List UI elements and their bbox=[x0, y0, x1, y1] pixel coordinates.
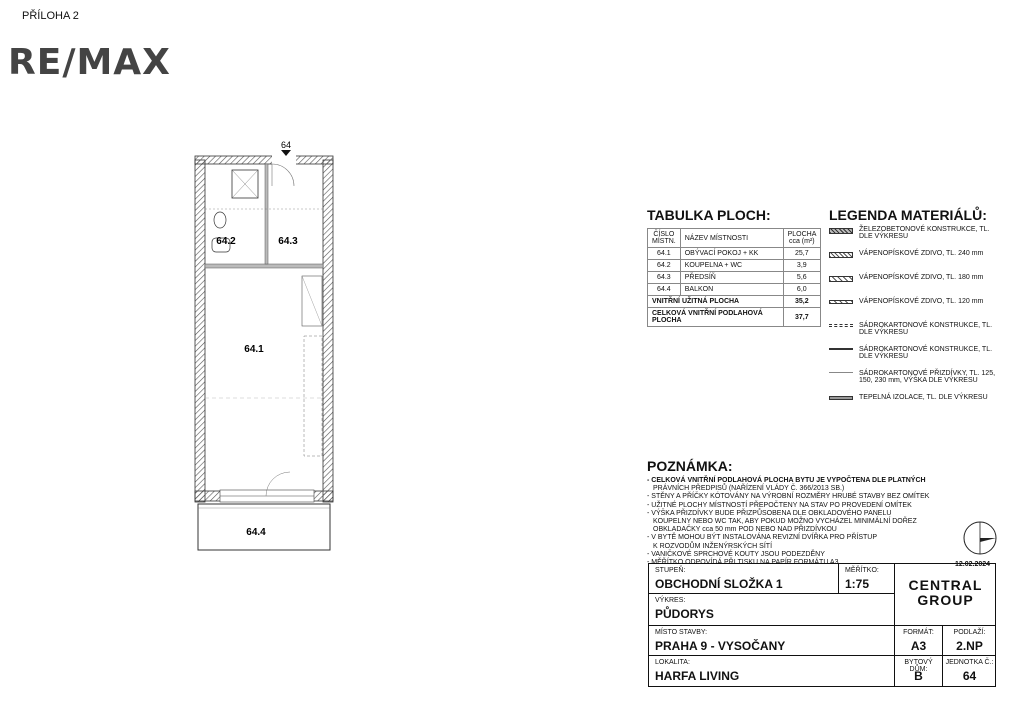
legend-text: VÁPENOPÍSKOVÉ ZDIVO, TL. 180 mm bbox=[859, 274, 984, 281]
table-row bbox=[648, 272, 821, 284]
floor-value: 2.NP bbox=[956, 639, 983, 653]
drawing-value: PŮDORYS bbox=[655, 607, 714, 621]
legend-swatch bbox=[829, 228, 853, 234]
unit-label: JEDNOTKA Č.: bbox=[945, 659, 994, 666]
legend-item bbox=[829, 370, 999, 390]
floor-label: PODLAŽÍ: bbox=[953, 629, 986, 636]
legend-text: ŽELEZOBETONOVÉ KONSTRUKCE, TL. DLE VÝKRESU bbox=[859, 226, 990, 240]
notes-list bbox=[647, 477, 947, 567]
drawing-label: VÝKRES: bbox=[655, 597, 686, 604]
scale-value: 1:75 bbox=[845, 577, 870, 591]
drawing-date: 12.02.2024 bbox=[955, 561, 991, 568]
room-label-64-2: 64.2 bbox=[216, 236, 236, 247]
note-line: - VÝŠKA PŘIZDÍVKY BUDE PŘIZPŮSOBENA DLE OBKLADOVÉHO PANELU bbox=[647, 509, 892, 517]
notes-title: POZNÁMKA: bbox=[647, 458, 733, 474]
table-cell: 64.2 bbox=[648, 260, 681, 272]
legend-swatch bbox=[829, 396, 853, 400]
room-label-64-1: 64.1 bbox=[244, 344, 264, 355]
legend-swatch bbox=[829, 372, 853, 373]
area-table-header-number: ČÍSLO MÍSTN. bbox=[648, 229, 681, 248]
usable-area-row bbox=[648, 296, 821, 308]
format-cell bbox=[895, 626, 943, 656]
legend-swatch bbox=[829, 276, 853, 282]
stage-cell bbox=[649, 564, 839, 594]
table-cell: 64.3 bbox=[648, 272, 681, 284]
format-value: A3 bbox=[910, 639, 927, 653]
note-line: OBKLADAČKY cca 50 mm POD NEBO NAD PŘIZDÍVKOU bbox=[653, 526, 837, 534]
central-group-logo bbox=[895, 578, 996, 608]
table-cell: 3,9 bbox=[783, 260, 820, 272]
remax-logo: RE/MAX bbox=[8, 42, 171, 83]
total-area-value: 37,7 bbox=[783, 308, 820, 327]
legend-item bbox=[829, 274, 999, 294]
note-line: - CELKOVÁ VNITŘNÍ PODLAHOVÁ PLOCHA BYTU JE VYPOČTENA DLE PLATNÝCH bbox=[647, 477, 926, 484]
table-row bbox=[648, 260, 821, 272]
floor-plan bbox=[190, 136, 350, 556]
legend-text: VÁPENOPÍSKOVÉ ZDIVO, TL. 120 mm bbox=[859, 298, 984, 305]
table-cell: BALKON bbox=[680, 284, 783, 296]
usable-area-value: 35,2 bbox=[783, 296, 820, 308]
legend-item bbox=[829, 346, 999, 366]
building-label: BYTOVÝ DŮM: bbox=[904, 659, 933, 673]
legend-item bbox=[829, 298, 999, 318]
table-cell: 5,6 bbox=[783, 272, 820, 284]
legend-item bbox=[829, 322, 999, 342]
table-cell: 6,0 bbox=[783, 284, 820, 296]
unit-marker-label: 64 bbox=[280, 140, 292, 150]
legend-text: TEPELNÁ IZOLACE, TL. DLE VÝKRESU bbox=[859, 394, 988, 401]
table-cell: KOUPELNA + WC bbox=[680, 260, 783, 272]
legend-item bbox=[829, 226, 999, 246]
area-table-title: TABULKA PLOCH: bbox=[647, 207, 771, 223]
note-line: - STĚNY A PŘÍČKY KÓTOVÁNY NA VÝROBNÍ ROZMĚRY HRUBÉ STAVBY BEZ OMÍTEK bbox=[647, 493, 930, 501]
legend-item bbox=[829, 250, 999, 270]
table-cell: 64.1 bbox=[648, 248, 681, 260]
legend-text: SÁDROKARTONOVÉ KONSTRUKCE, TL. DLE VÝKRESU bbox=[859, 322, 993, 336]
site-cell bbox=[649, 626, 895, 656]
legend-text: SÁDROKARTONOVÉ PŘIZDÍVKY, TL. 125, 150, 230 mm, VÝŠKA DLE VÝKRESU bbox=[859, 370, 996, 384]
company-line-2: GROUP bbox=[917, 592, 974, 608]
attachment-label: PŘÍLOHA 2 bbox=[22, 10, 79, 22]
legend-item bbox=[829, 394, 999, 414]
legend-swatch bbox=[829, 300, 853, 304]
note-line: - UŽITNÉ PLOCHY MÍSTNOSTÍ PŘEPOČTENY NA STAV PO PROVEDENÍ OMÍTEK bbox=[647, 501, 912, 509]
format-label: FORMÁT: bbox=[903, 629, 934, 636]
table-cell: 25,7 bbox=[783, 248, 820, 260]
scale-label: MĚŘÍTKO: bbox=[845, 567, 879, 574]
legend-swatch bbox=[829, 348, 853, 350]
legend-title: LEGENDA MATERIÁLŮ: bbox=[829, 207, 987, 223]
note-line: K ROZVODŮM INŽENÝRSKÝCH SÍTÍ bbox=[653, 542, 773, 550]
total-area-row bbox=[648, 308, 821, 327]
legend-swatch bbox=[829, 324, 853, 327]
stage-value: OBCHODNÍ SLOŽKA 1 bbox=[655, 577, 783, 591]
room-label-64-4: 64.4 bbox=[246, 527, 266, 538]
legend-list bbox=[829, 226, 999, 418]
unit-cell bbox=[943, 656, 996, 686]
table-cell: OBÝVACÍ POKOJ + KK bbox=[680, 248, 783, 260]
drawing-cell bbox=[649, 594, 895, 626]
legend-text: VÁPENOPÍSKOVÉ ZDIVO, TL. 240 mm bbox=[859, 250, 984, 257]
building-value: B bbox=[914, 669, 923, 683]
note-line: PRÁVNÍCH PŘEDPISŮ (NAŘÍZENÍ VLÁDY Č. 366/2013 SB.) bbox=[653, 485, 845, 493]
note-line: - VANIČKOVÉ SPRCHOVÉ KOUTY JSOU PODEZDĚNY bbox=[647, 550, 825, 558]
scale-cell bbox=[839, 564, 895, 594]
usable-area-label: VNITŘNÍ UŽITNÁ PLOCHA bbox=[648, 296, 784, 308]
table-row bbox=[648, 248, 821, 260]
locality-cell bbox=[649, 656, 895, 686]
unit-value: 64 bbox=[962, 669, 977, 683]
note-line: KOUPELNY NEBO WC TAK, ABY POKUD MOŽNO VYCHÁZEL MINIMÁLNÍ DOŘEZ bbox=[653, 518, 917, 526]
site-value: PRAHA 9 - VYSOČANY bbox=[655, 639, 786, 653]
table-cell: PŘEDSÍŇ bbox=[680, 272, 783, 284]
note-line: - MĚŘÍTKO ODPOVÍDÁ PŘI TISKU NA PAPÍR FORMÁTU A3 bbox=[647, 559, 839, 567]
north-arrow-icon bbox=[960, 518, 1000, 558]
area-table-header-name: NÁZEV MÍSTNOSTI bbox=[680, 229, 783, 248]
building-cell bbox=[895, 656, 943, 686]
title-block bbox=[648, 563, 996, 687]
stage-label: STUPEŇ: bbox=[655, 567, 686, 574]
note-line: - V BYTĚ MOHOU BÝT INSTALOVÁNA REVIZNÍ DVÍŘKA PRO PŘÍSTUP bbox=[647, 534, 878, 542]
table-row bbox=[648, 284, 821, 296]
area-table-header-area: PLOCHA cca (m²) bbox=[783, 229, 820, 248]
floor-cell bbox=[943, 626, 996, 656]
room-label-64-3: 64.3 bbox=[278, 236, 298, 247]
site-label: MÍSTO STAVBY: bbox=[655, 629, 708, 636]
area-table bbox=[647, 228, 821, 327]
company-line-1: CENTRAL bbox=[908, 577, 983, 593]
legend-text: SÁDROKARTONOVÉ KONSTRUKCE, TL. DLE VÝKRESU bbox=[859, 346, 993, 360]
table-cell: 64.4 bbox=[648, 284, 681, 296]
locality-value: HARFA LIVING bbox=[655, 669, 740, 683]
total-area-label: CELKOVÁ VNITŘNÍ PODLAHOVÁ PLOCHA bbox=[648, 308, 784, 327]
locality-label: LOKALITA: bbox=[655, 659, 690, 666]
company-cell bbox=[895, 564, 996, 626]
legend-swatch bbox=[829, 252, 853, 258]
